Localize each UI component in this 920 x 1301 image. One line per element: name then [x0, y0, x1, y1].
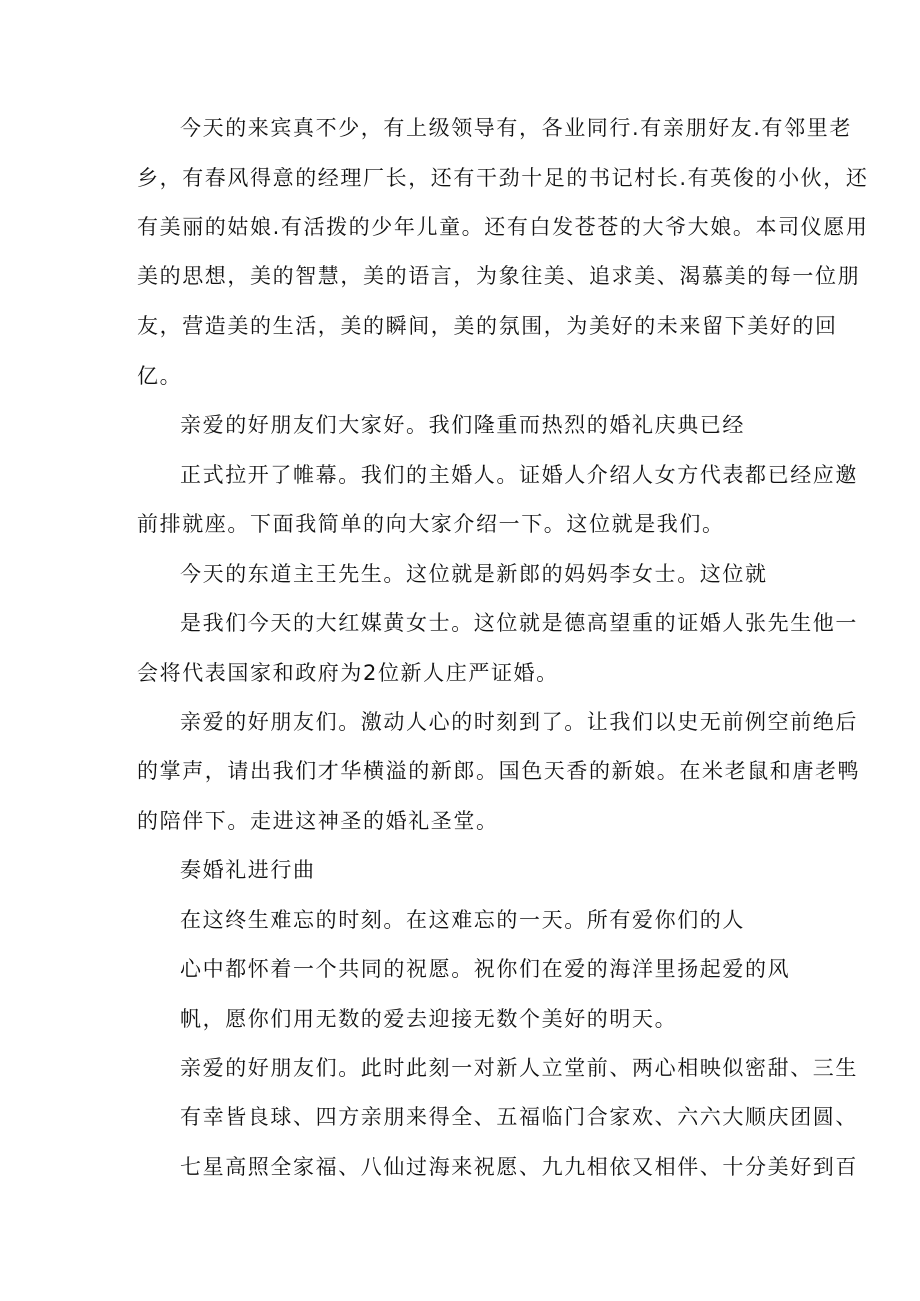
text-line: 今天的来宾真不少，有上级领导有，各业同行.有亲朋好友.有邻里老	[180, 116, 852, 140]
text-line: 心中都怀着一个共同的祝愿。祝你们在爱的海洋里扬起爱的风	[180, 957, 791, 981]
text-line: 乡，有春风得意的经理厂长，还有干劲十足的书记村长.有英俊的小伙，还	[137, 166, 869, 190]
text-line: 亿。	[137, 364, 183, 388]
text-line: 友，营造美的生活，美的瞬间，美的氛围，为美好的未来留下美好的回	[137, 314, 838, 338]
text-line: 亲爱的好朋友们。激动人心的时刻到了。让我们以史无前例空前绝后	[180, 710, 858, 734]
text-line: 七星高照全家福、八仙过海来祝愿、九九相依又相伴、十分美好到百	[180, 1155, 858, 1179]
text-line: 美的思想，美的智慧，美的语言，为象往美、追求美、渴慕美的每一位朋	[137, 264, 861, 288]
text-line: 今天的东道主王先生。这位就是新郎的妈妈李女士。这位就	[180, 562, 768, 586]
text-line: 亲爱的好朋友们。此时此刻一对新人立堂前、两心相映似密甜、三生	[180, 1056, 858, 1080]
text-line: 的掌声，请出我们才华横溢的新郎。国色天香的新娘。在米老鼠和唐老鸭	[137, 759, 861, 783]
text-line: 前排就座。下面我简单的向大家介绍一下。这位就是我们。	[137, 512, 725, 536]
text-line: 是我们今天的大红媒黄女士。这位就是德高望重的证婚人张先生他一	[180, 611, 858, 635]
text-line: 正式拉开了帷幕。我们的主婚人。证婚人介绍人女方代表都已经应邀	[180, 463, 858, 487]
text-line: 有幸皆良球、四方亲朋来得全、五福临门合家欢、六六大顺庆团圆、	[180, 1105, 858, 1129]
text-line: 奏婚礼进行曲	[180, 858, 316, 882]
text-line: 亲爱的好朋友们大家好。我们隆重而热烈的婚礼庆典已经	[180, 413, 745, 437]
text-line: 帆，愿你们用无数的爱去迎接无数个美好的明天。	[180, 1007, 678, 1031]
text-line: 有美丽的姑娘.有活拨的少年儿童。还有白发苍苍的大爷大娘。本司仪愿用	[137, 215, 869, 239]
text-line: 的陪伴下。走进这神圣的婚礼圣堂。	[137, 809, 499, 833]
text-line: 在这终生难忘的时刻。在这难忘的一天。所有爱你们的人	[180, 908, 745, 932]
text-line: 会将代表国家和政府为2位新人庄严证婚。	[137, 661, 559, 685]
